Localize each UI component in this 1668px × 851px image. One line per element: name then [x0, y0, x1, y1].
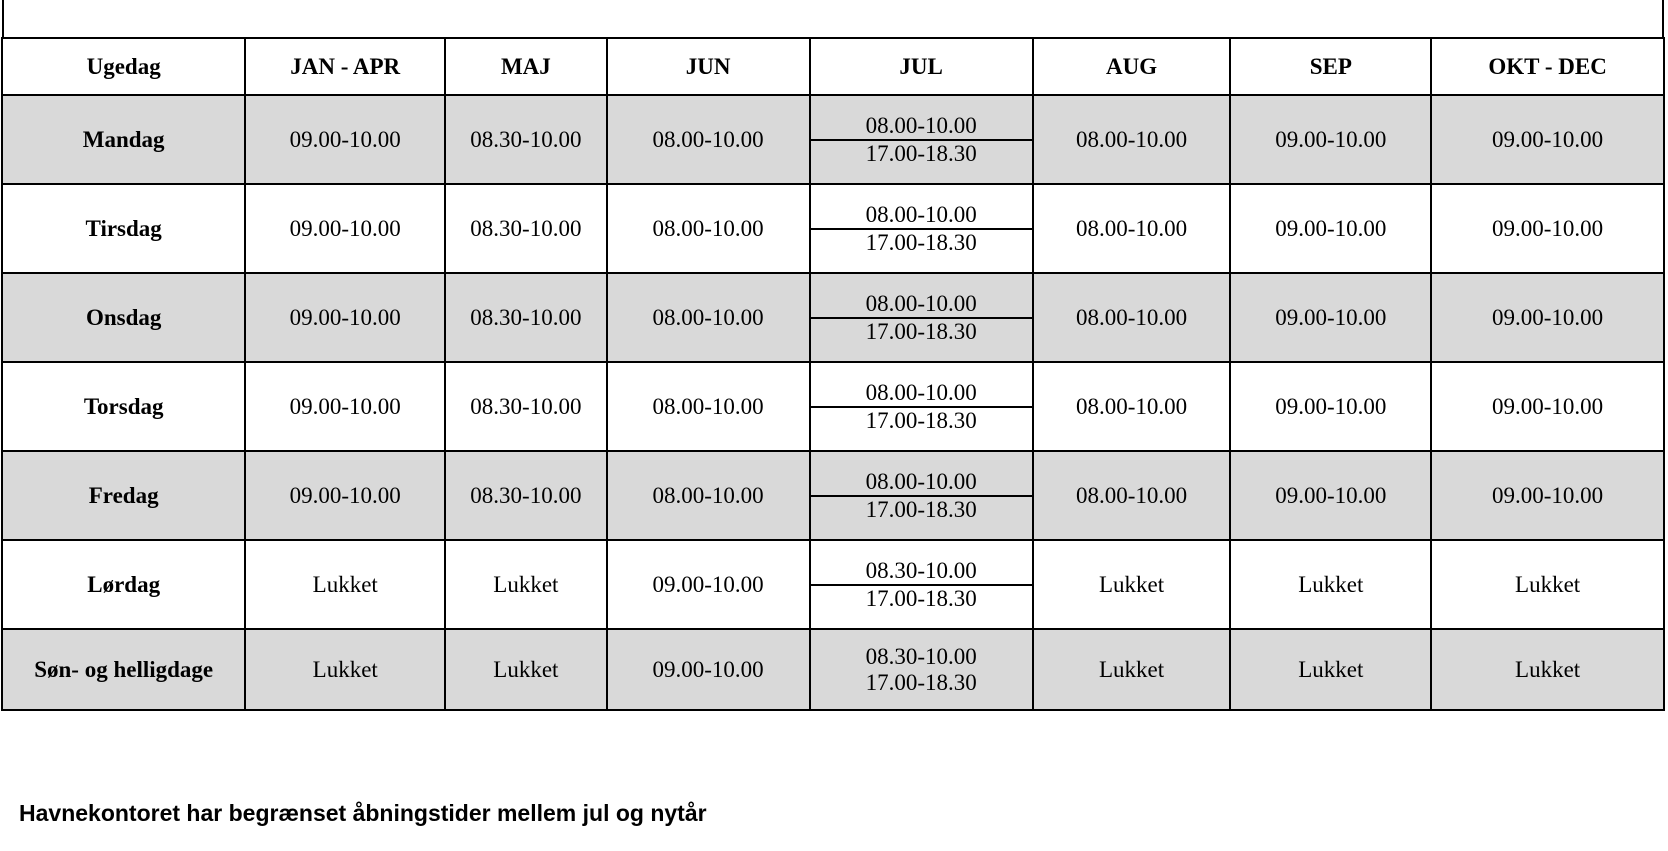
- hours-jul: [810, 184, 1033, 273]
- table-row-mandag: [2, 95, 1664, 184]
- header-jan-apr: JAN - APR: [245, 38, 445, 95]
- header-maj: MAJ: [445, 38, 607, 95]
- header-ugedag: Ugedag: [2, 38, 245, 95]
- hours-aug: 08.00-10.00: [1033, 184, 1231, 273]
- hours-okt-dec: 09.00-10.00: [1431, 451, 1664, 540]
- day-cell: Mandag: [2, 95, 245, 184]
- jul-evening: 17.00-18.30: [811, 495, 1032, 523]
- table-row-onsdag: [2, 273, 1664, 362]
- holiday-note: Havnekontoret har begrænset åbningstider mellem jul og nytår: [19, 800, 707, 826]
- hours-jan-apr: 09.00-10.00: [245, 451, 445, 540]
- day-cell: Fredag: [2, 451, 245, 540]
- hours-aug: 08.00-10.00: [1033, 451, 1231, 540]
- hours-maj: 08.30-10.00: [445, 95, 607, 184]
- jul-evening: 17.00-18.30: [811, 228, 1032, 256]
- hours-aug: Lukket: [1033, 540, 1231, 629]
- hours-jul: [810, 540, 1033, 629]
- hours-sep: 09.00-10.00: [1230, 451, 1431, 540]
- day-cell: Søn- og helligdage: [2, 629, 245, 710]
- table-row-torsdag: [2, 362, 1664, 451]
- hours-jan-apr: 09.00-10.00: [245, 273, 445, 362]
- hours-okt-dec: 09.00-10.00: [1431, 95, 1664, 184]
- hours-okt-dec: 09.00-10.00: [1431, 184, 1664, 273]
- day-cell: Onsdag: [2, 273, 245, 362]
- hours-maj: 08.30-10.00: [445, 362, 607, 451]
- hours-aug: 08.00-10.00: [1033, 95, 1231, 184]
- hours-jun: 08.00-10.00: [607, 273, 810, 362]
- hours-aug: Lukket: [1033, 629, 1231, 710]
- header-sep: SEP: [1230, 38, 1431, 95]
- day-cell: Lørdag: [2, 540, 245, 629]
- header-okt-dec: OKT - DEC: [1431, 38, 1664, 95]
- hours-jun: 08.00-10.00: [607, 95, 810, 184]
- hours-jan-apr: 09.00-10.00: [245, 362, 445, 451]
- hours-sep: 09.00-10.00: [1230, 184, 1431, 273]
- hours-sep: Lukket: [1230, 629, 1431, 710]
- hours-jan-apr: Lukket: [245, 540, 445, 629]
- jul-morning: 08.00-10.00: [865, 112, 977, 138]
- table-row-fredag: [2, 451, 1664, 540]
- hours-jun: 09.00-10.00: [607, 540, 810, 629]
- jul-evening: 17.00-18.30: [865, 669, 977, 695]
- hours-sep: Lukket: [1230, 540, 1431, 629]
- header-row: [2, 38, 1664, 95]
- hours-maj: 08.30-10.00: [445, 273, 607, 362]
- table-row-tirsdag: [2, 184, 1664, 273]
- jul-evening: 17.00-18.30: [811, 406, 1032, 434]
- hours-jan-apr: 09.00-10.00: [245, 184, 445, 273]
- hours-jun: 08.00-10.00: [607, 362, 810, 451]
- hours-jun: 08.00-10.00: [607, 451, 810, 540]
- hours-jul: [810, 95, 1033, 184]
- header-jun: JUN: [607, 38, 810, 95]
- day-cell: Torsdag: [2, 362, 245, 451]
- jul-morning: 08.30-10.00: [865, 557, 977, 583]
- jul-evening: 17.00-18.30: [811, 584, 1032, 612]
- day-cell: Tirsdag: [2, 184, 245, 273]
- hours-sep: 09.00-10.00: [1230, 362, 1431, 451]
- jul-morning: 08.00-10.00: [865, 468, 977, 494]
- header-aug: AUG: [1033, 38, 1231, 95]
- hours-maj: Lukket: [445, 629, 607, 710]
- hours-maj: 08.30-10.00: [445, 451, 607, 540]
- hours-maj: Lukket: [445, 540, 607, 629]
- hours-okt-dec: 09.00-10.00: [1431, 273, 1664, 362]
- hours-jan-apr: Lukket: [245, 629, 445, 710]
- hours-jun: 08.00-10.00: [607, 184, 810, 273]
- jul-morning: 08.00-10.00: [865, 379, 977, 405]
- jul-morning: 08.00-10.00: [865, 290, 977, 316]
- hours-jul: [810, 273, 1033, 362]
- jul-evening: 17.00-18.30: [811, 317, 1032, 345]
- table-row-son-og-helligdage: [2, 629, 1664, 710]
- hours-okt-dec: Lukket: [1431, 629, 1664, 710]
- jul-morning: 08.30-10.00: [865, 643, 977, 669]
- hours-okt-dec: Lukket: [1431, 540, 1664, 629]
- header-jul: JUL: [810, 38, 1033, 95]
- hours-maj: 08.30-10.00: [445, 184, 607, 273]
- hours-jul: [810, 451, 1033, 540]
- jul-morning: 08.00-10.00: [865, 201, 977, 227]
- table-row-lordag: [2, 540, 1664, 629]
- hours-jul: [810, 362, 1033, 451]
- table-top-band: [2, 0, 1664, 38]
- hours-sep: 09.00-10.00: [1230, 95, 1431, 184]
- hours-jul: [810, 629, 1033, 710]
- hours-jan-apr: 09.00-10.00: [245, 95, 445, 184]
- hours-jun: 09.00-10.00: [607, 629, 810, 710]
- hours-aug: 08.00-10.00: [1033, 362, 1231, 451]
- hours-aug: 08.00-10.00: [1033, 273, 1231, 362]
- hours-sep: 09.00-10.00: [1230, 273, 1431, 362]
- jul-evening: 17.00-18.30: [811, 139, 1032, 167]
- hours-okt-dec: 09.00-10.00: [1431, 362, 1664, 451]
- opening-hours-table: [1, 37, 1665, 711]
